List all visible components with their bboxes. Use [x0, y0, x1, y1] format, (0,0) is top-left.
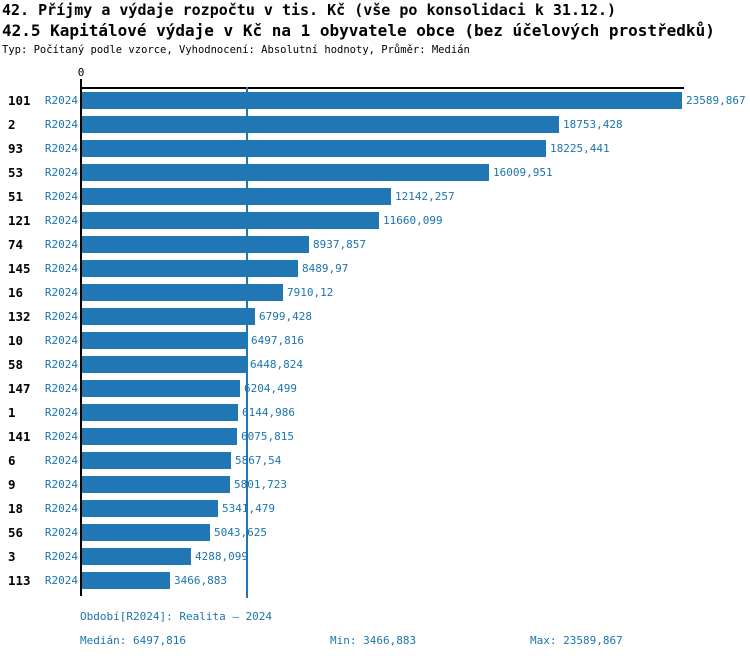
row-rank-label: 121 [8, 213, 31, 228]
footer-median: Medián: 6497,816 [80, 634, 186, 647]
row-period-label: R2024 [44, 142, 78, 155]
bar-row [0, 476, 750, 500]
bar-row [0, 212, 750, 236]
bar-value-label: 6075,815 [241, 430, 294, 443]
footer-period: Období[R2024]: Realita – 2024 [80, 610, 273, 623]
bar [82, 92, 682, 109]
bar [82, 548, 191, 565]
bar [82, 524, 210, 541]
bar [82, 212, 379, 229]
bar-value-label: 5867,54 [235, 454, 282, 467]
row-period-label: R2024 [44, 238, 78, 251]
bar [82, 140, 546, 157]
bar-value-label: 6204,499 [244, 382, 297, 395]
bar-value-label: 18225,441 [550, 142, 610, 155]
bar-row [0, 452, 750, 476]
bar-value-label: 6144,986 [242, 406, 295, 419]
row-period-label: R2024 [44, 214, 78, 227]
bar [82, 356, 246, 373]
bar-row [0, 500, 750, 524]
row-rank-label: 3 [8, 549, 16, 564]
row-period-label: R2024 [44, 406, 78, 419]
row-period-label: R2024 [44, 190, 78, 203]
bar-value-label: 11660,099 [383, 214, 443, 227]
bar-row [0, 236, 750, 260]
row-period-label: R2024 [44, 430, 78, 443]
bar [82, 260, 298, 277]
bar-value-label: 18753,428 [563, 118, 623, 131]
bar-value-label: 7910,12 [287, 286, 334, 299]
row-rank-label: 58 [8, 357, 24, 372]
bar [82, 332, 247, 349]
row-rank-label: 113 [8, 573, 31, 588]
footer-max: Max: 23589,867 [530, 634, 623, 647]
row-period-label: R2024 [44, 286, 78, 299]
bar-row [0, 380, 750, 404]
bar-row [0, 116, 750, 140]
report-meta: Typ: Počítaný podle vzorce, Vyhodnocení: Absolutní hodnoty, Průměr: Medián [2, 44, 470, 56]
bar [82, 452, 231, 469]
bar [82, 572, 170, 589]
row-period-label: R2024 [44, 94, 78, 107]
row-rank-label: 10 [8, 333, 24, 348]
bar [82, 404, 238, 421]
row-rank-label: 2 [8, 117, 16, 132]
bar [82, 164, 489, 181]
bar-value-label: 6497,816 [251, 334, 304, 347]
row-period-label: R2024 [44, 478, 78, 491]
bar-row [0, 284, 750, 308]
row-period-label: R2024 [44, 166, 78, 179]
bar-row [0, 140, 750, 164]
row-rank-label: 1 [8, 405, 16, 420]
bar-row [0, 356, 750, 380]
bar [82, 476, 230, 493]
bar-row [0, 548, 750, 572]
bar-row [0, 308, 750, 332]
bar-value-label: 6799,428 [259, 310, 312, 323]
report-subtitle: 42.5 Kapitálové výdaje v Kč na 1 obyvatele obce (bez účelových prostředků) [2, 21, 715, 40]
bar-value-label: 5043,625 [214, 526, 267, 539]
bar-row [0, 164, 750, 188]
row-period-label: R2024 [44, 310, 78, 323]
row-period-label: R2024 [44, 526, 78, 539]
row-period-label: R2024 [44, 502, 78, 515]
bar-row [0, 332, 750, 356]
bar-row [0, 404, 750, 428]
row-period-label: R2024 [44, 118, 78, 131]
row-rank-label: 93 [8, 141, 24, 156]
bar [82, 188, 391, 205]
row-rank-label: 147 [8, 381, 31, 396]
bar-value-label: 5341,479 [222, 502, 275, 515]
bar [82, 236, 309, 253]
bar [82, 500, 218, 517]
bar-row [0, 428, 750, 452]
row-period-label: R2024 [44, 550, 78, 563]
row-rank-label: 56 [8, 525, 24, 540]
bar-value-label: 23589,867 [686, 94, 746, 107]
row-rank-label: 101 [8, 93, 31, 108]
bar-value-label: 3466,883 [174, 574, 227, 587]
bar-value-label: 16009,951 [493, 166, 553, 179]
row-period-label: R2024 [44, 382, 78, 395]
bar [82, 428, 237, 445]
row-period-label: R2024 [44, 574, 78, 587]
row-rank-label: 53 [8, 165, 24, 180]
row-rank-label: 51 [8, 189, 24, 204]
report-title: 42. Příjmy a výdaje rozpočtu v tis. Kč (vše po konsolidaci k 31.12.) [2, 1, 617, 19]
bar-value-label: 8489,97 [302, 262, 349, 275]
row-rank-label: 145 [8, 261, 31, 276]
bar [82, 380, 240, 397]
row-period-label: R2024 [44, 358, 78, 371]
row-rank-label: 132 [8, 309, 31, 324]
row-rank-label: 6 [8, 453, 16, 468]
row-rank-label: 16 [8, 285, 24, 300]
row-rank-label: 141 [8, 429, 31, 444]
footer-min: Min: 3466,883 [330, 634, 417, 647]
x-axis-zero-label: 0 [77, 66, 85, 79]
bar-value-label: 6448,824 [250, 358, 303, 371]
bar-row [0, 572, 750, 596]
bar-value-label: 8937,857 [313, 238, 366, 251]
row-rank-label: 74 [8, 237, 24, 252]
bar-row [0, 92, 750, 116]
row-period-label: R2024 [44, 454, 78, 467]
bar-row [0, 524, 750, 548]
bar [82, 308, 255, 325]
row-period-label: R2024 [44, 334, 78, 347]
x-axis-line [81, 87, 684, 89]
row-rank-label: 9 [8, 477, 16, 492]
bar-row [0, 260, 750, 284]
row-rank-label: 18 [8, 501, 24, 516]
bar [82, 116, 559, 133]
bar-value-label: 5801,723 [234, 478, 287, 491]
bar-row [0, 188, 750, 212]
x-axis-zero-tick [80, 79, 82, 87]
bar-value-label: 4288,099 [195, 550, 248, 563]
bar-value-label: 12142,257 [395, 190, 455, 203]
row-period-label: R2024 [44, 262, 78, 275]
bar [82, 284, 283, 301]
